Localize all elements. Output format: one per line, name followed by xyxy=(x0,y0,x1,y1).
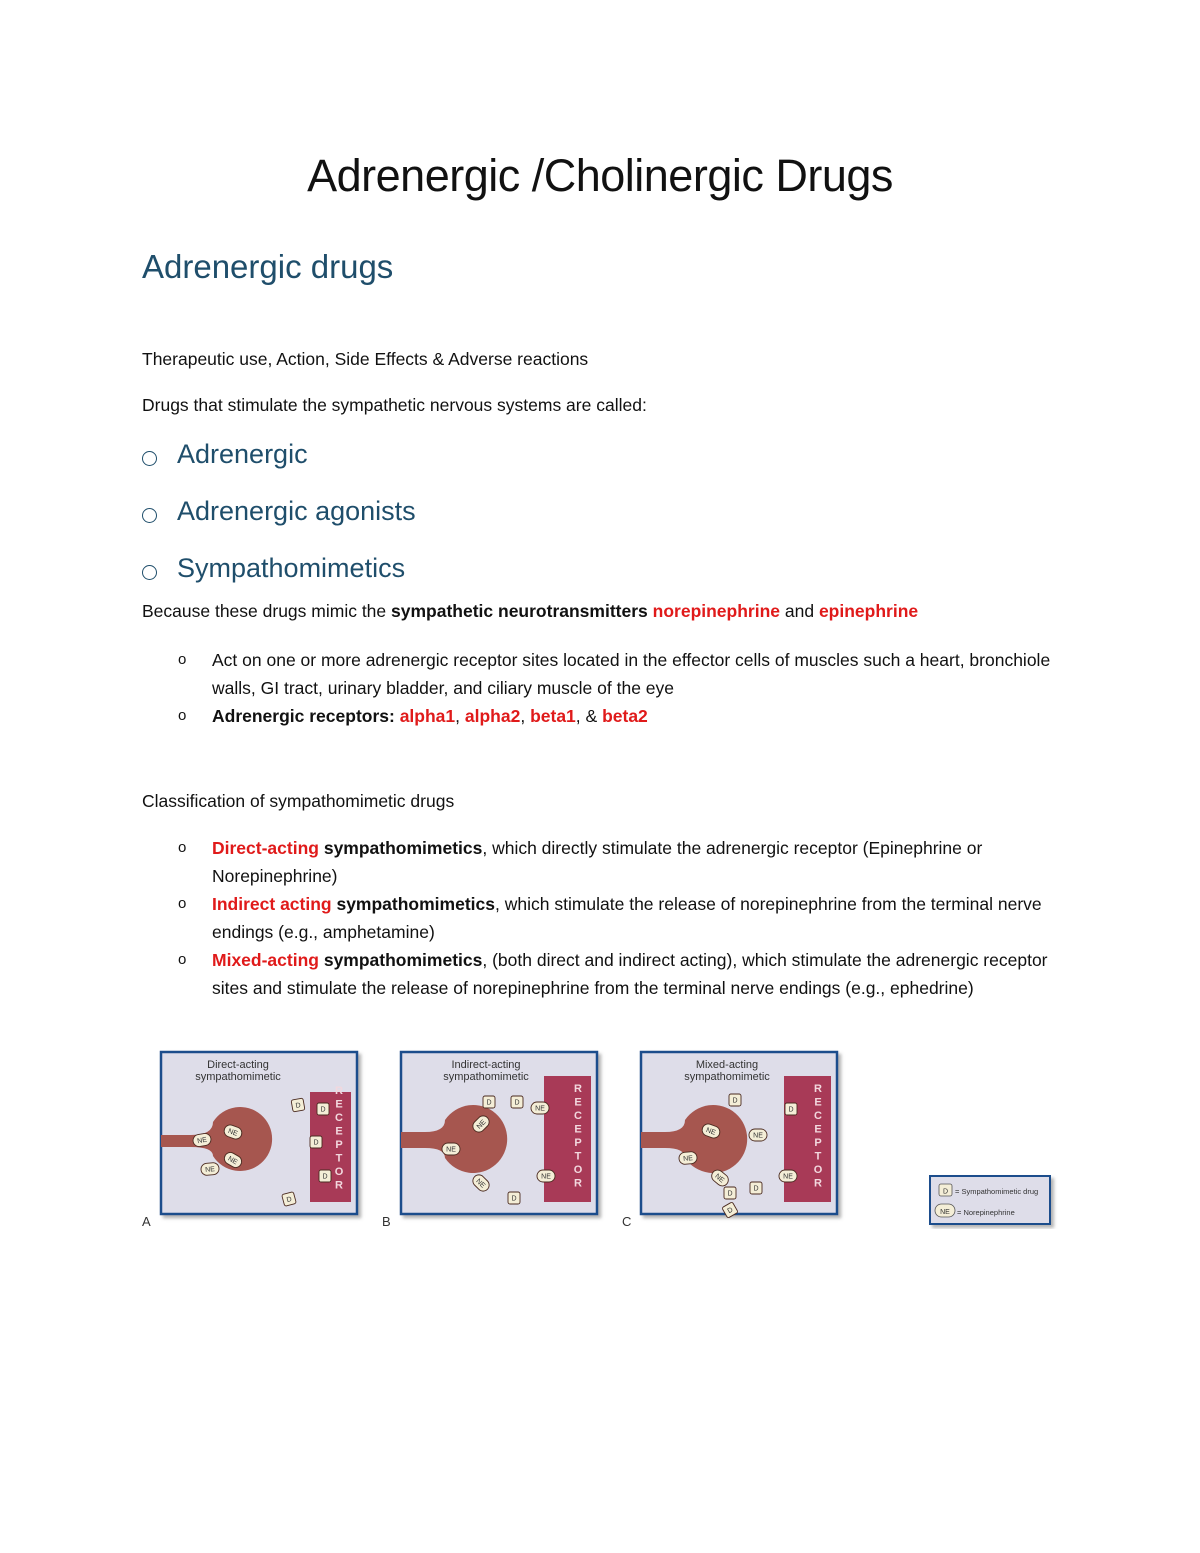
svg-text:D: D xyxy=(726,1206,735,1216)
o-bullet-icon: o xyxy=(178,895,187,912)
class-bold: sympathomimetics xyxy=(331,894,495,914)
svg-text:D: D xyxy=(313,1139,319,1147)
page-title: Adrenergic /Cholinergic Drugs xyxy=(307,150,893,201)
ne-token xyxy=(679,1151,698,1165)
receptor-letter: P xyxy=(814,1137,822,1149)
receptor-letter: T xyxy=(574,1150,582,1163)
svg-text:NE: NE xyxy=(682,1155,694,1163)
svg-text:NE: NE xyxy=(704,1126,717,1137)
sep: , & xyxy=(575,706,603,726)
sep: , xyxy=(520,706,531,726)
svg-text:NE: NE xyxy=(535,1105,545,1113)
svg-text:NE: NE xyxy=(474,1177,487,1190)
drug-token xyxy=(729,1094,741,1106)
panel-c xyxy=(641,1052,837,1218)
section-heading: Adrenergic drugs xyxy=(142,248,394,285)
receptor-letter: R xyxy=(574,1177,582,1190)
receptor-letter: P xyxy=(335,1139,343,1151)
svg-text:NE: NE xyxy=(196,1136,208,1146)
receptor-letter: O xyxy=(334,1166,344,1178)
receptor-letter: E xyxy=(574,1123,582,1136)
receptor-letter: R xyxy=(335,1179,343,1192)
legend-ne-text: = Norepinephrine xyxy=(957,1208,1015,1217)
drug-token xyxy=(483,1096,495,1108)
sympathomimetic-figure xyxy=(140,1042,1060,1232)
o-bullet-icon: o xyxy=(178,839,187,856)
receptor-letter: C xyxy=(814,1110,822,1122)
o-bullet-icon: o xyxy=(178,951,187,968)
ne-token xyxy=(531,1102,549,1114)
svg-text:NE: NE xyxy=(753,1132,763,1140)
drug-token xyxy=(508,1192,520,1204)
because-and: and xyxy=(780,601,819,621)
class-rest: , (both direct and indirect acting), which stimulate the adrenergic receptor sites and stimulate the release of norepinephrine from the terminal nerve endings (e.g., ephedrine) xyxy=(212,950,1048,998)
name-text: Adrenergic agonists xyxy=(177,496,416,526)
drug-token xyxy=(291,1098,305,1112)
svg-text:NE: NE xyxy=(541,1173,551,1181)
receptors-label: Adrenergic receptors: xyxy=(212,706,400,726)
svg-text:D: D xyxy=(727,1190,733,1198)
class-rest: , which stimulate the release of norepinephrine from the terminal nerve endings (e.g., amphetamine) xyxy=(212,894,1042,942)
because-epinephrine: epinephrine xyxy=(818,601,919,621)
receptor-letter: C xyxy=(335,1112,343,1124)
ne-token xyxy=(201,1162,220,1176)
receptor-alpha2: alpha2 xyxy=(464,706,521,726)
panel-b xyxy=(401,1052,597,1214)
panel-label-a: A xyxy=(142,1214,151,1229)
circle-bullet-icon xyxy=(142,508,157,523)
receptor-letter: T xyxy=(335,1152,343,1165)
drug-token xyxy=(310,1136,322,1148)
class-red: Indirect acting xyxy=(212,894,332,914)
because-bold: sympathetic neurotransmitters xyxy=(391,601,648,621)
name-text: Sympathomimetics xyxy=(177,553,406,583)
receptor-alpha1: alpha1 xyxy=(399,706,456,726)
svg-text:D: D xyxy=(486,1099,492,1107)
class-text xyxy=(212,834,1062,890)
svg-text:NE: NE xyxy=(783,1173,793,1181)
legend-ne-abbr: NE xyxy=(940,1209,950,1216)
svg-text:D: D xyxy=(514,1099,520,1107)
name-text: Adrenergic xyxy=(177,439,308,469)
because-norepinephrine: norepinephrine xyxy=(652,601,781,621)
svg-text:NE: NE xyxy=(713,1172,726,1185)
subtitle-line: Therapeutic use, Action, Side Effects & Adverse reactions xyxy=(142,349,589,369)
receptors-text xyxy=(212,702,1062,730)
svg-text:NE: NE xyxy=(475,1118,488,1131)
sep: , xyxy=(455,706,465,726)
receptor-letter: R xyxy=(335,1085,343,1097)
svg-text:NE: NE xyxy=(226,1155,239,1167)
ne-token xyxy=(537,1170,555,1182)
receptor-block xyxy=(784,1076,831,1202)
drug-token xyxy=(317,1103,329,1115)
svg-text:D: D xyxy=(295,1102,302,1110)
receptor-beta1: beta1 xyxy=(530,706,576,726)
o-bullet-icon: o xyxy=(178,651,187,668)
receptor-letter: E xyxy=(335,1125,343,1138)
classification-title: Classification of sympathomimetic drugs xyxy=(142,791,455,811)
svg-text:NE: NE xyxy=(446,1146,456,1154)
class-bold: sympathomimetics xyxy=(318,838,483,858)
receptor-letter: R xyxy=(814,1083,822,1095)
receptor-letter: R xyxy=(574,1083,582,1095)
circle-bullet-icon xyxy=(142,565,157,580)
effector-text: Act on one or more adrenergic receptor sites located in the effector cells of muscles such a heart, bronchiole walls, GI tract, urinary bladder, and ciliary muscle of the eye xyxy=(212,650,1051,698)
receptor-letter: T xyxy=(814,1150,822,1163)
panel-title-line1: Mixed-acting sympathomimetic xyxy=(684,1059,770,1083)
receptor-letter: R xyxy=(814,1177,822,1190)
class-text xyxy=(212,890,1062,946)
circle-bullet-icon xyxy=(142,451,157,466)
panel-a xyxy=(161,1052,357,1214)
drug-token xyxy=(750,1182,762,1194)
drug-token xyxy=(724,1187,736,1199)
panel-label-b: B xyxy=(382,1214,391,1229)
svg-text:D: D xyxy=(511,1195,517,1203)
receptor-letter: P xyxy=(574,1137,582,1149)
receptor-letter: E xyxy=(574,1096,582,1109)
receptor-letter: O xyxy=(573,1164,583,1176)
class-bold: sympathomimetics xyxy=(318,950,483,970)
ne-token xyxy=(442,1143,460,1155)
o-bullet-icon: o xyxy=(178,707,187,724)
panel-label-c: C xyxy=(622,1214,632,1229)
class-rest: , which directly stimulate the adrenergic receptor (Epinephrine or Norepinephrine) xyxy=(212,838,983,886)
figure-legend xyxy=(930,1176,1050,1224)
class-red: Mixed-acting xyxy=(212,950,319,970)
class-red: Direct-acting xyxy=(212,838,319,858)
receptor-letter: E xyxy=(814,1123,822,1136)
receptor-letter: O xyxy=(813,1164,823,1176)
svg-text:D: D xyxy=(788,1106,794,1114)
svg-text:D: D xyxy=(320,1106,326,1114)
drug-token xyxy=(319,1170,331,1182)
svg-text:NE: NE xyxy=(204,1166,216,1174)
because-pre: Because these drugs mimic the xyxy=(142,601,392,621)
panel-title-line1: Direct-acting sympathomimetic xyxy=(195,1059,281,1083)
receptor-letter: C xyxy=(574,1110,582,1122)
receptor-block xyxy=(544,1076,591,1202)
svg-text:D: D xyxy=(285,1195,293,1205)
svg-text:D: D xyxy=(732,1097,738,1105)
ne-token xyxy=(779,1170,797,1182)
drug-token xyxy=(511,1096,523,1108)
svg-text:NE: NE xyxy=(226,1127,239,1138)
drug-token xyxy=(785,1103,797,1115)
class-text xyxy=(212,946,1062,1002)
receptor-letter: E xyxy=(335,1098,343,1111)
receptor-letter: E xyxy=(814,1096,822,1109)
receptor-beta2: beta2 xyxy=(602,706,648,726)
because-line xyxy=(142,601,918,622)
legend-drug-text: = Sympathomimetic drug xyxy=(955,1187,1039,1196)
drug-token xyxy=(282,1192,297,1207)
svg-text:D: D xyxy=(322,1173,328,1181)
ne-token xyxy=(749,1129,767,1141)
panel-title-line1: Indirect-acting sympathomimetic xyxy=(443,1059,529,1083)
intro-line: Drugs that stimulate the sympathetic nervous systems are called: xyxy=(142,395,647,415)
legend-drug-abbr: D xyxy=(942,1188,949,1196)
svg-text:D: D xyxy=(753,1185,759,1193)
